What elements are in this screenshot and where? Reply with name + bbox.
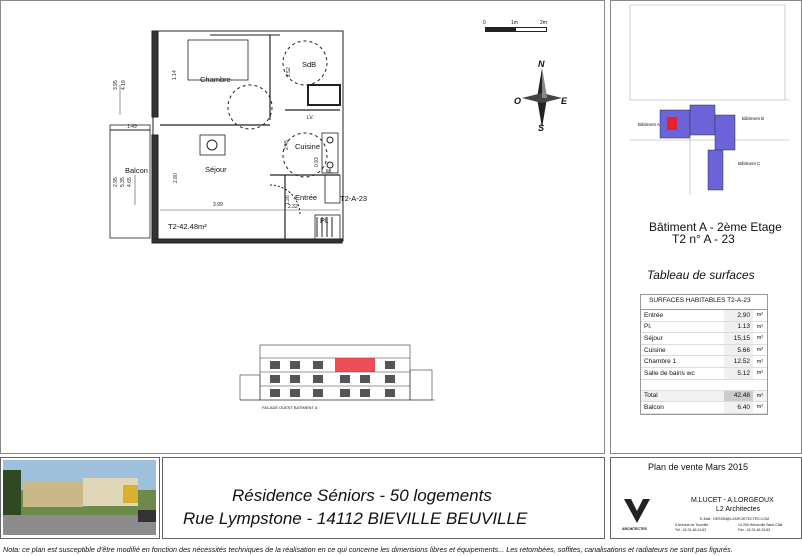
room-entree: Entrée [295,193,318,202]
architects-email: E-Mail : DESSIN@L2ARCHITECTES.COM [700,517,769,521]
room-balcon: Balcon [125,166,148,175]
apartment-code: T2-A-23 [340,194,368,203]
table-title: Tableau de surfaces [647,268,755,282]
address-1a: 5 Avenue de Tourville [675,523,709,527]
dim-label: 2.52 [286,67,292,77]
dim-label: 2.80 [173,173,179,183]
surface-row [641,356,767,368]
sale-label: Plan de vente Mars 2015 [648,462,749,472]
surface-unit: m² [756,312,764,319]
surface-label: Salle de bains wc [644,369,695,377]
building-photo [3,460,156,535]
compass-n: N [538,59,545,69]
dim-label: 1.26 [285,195,291,205]
dim-label: 3.99 [213,202,223,208]
room-cuisine: Cuisine [295,142,321,151]
label-ml: ML. [326,169,335,175]
surface-value: 1.13 [724,322,753,333]
surface-label: Séjour [644,334,663,342]
surface-value: 2.90 [724,310,753,321]
room-chambre: Chambre [200,75,231,84]
site-plan [630,0,790,195]
room-pl: Pl. [320,216,329,225]
site-label-a: Bâtiment A [638,122,660,127]
surface-row [641,322,767,334]
scale-1: 1m [511,20,518,26]
surface-unit: m² [756,347,764,354]
label-lv: LV. [307,115,314,121]
room-sdb: SdB [302,60,317,69]
title-line-2: Rue Lympstone - 14112 BIEVILLE BEUVILLE [183,509,528,528]
address-2a: 14 200 Hérouville Saint-Clair [738,523,783,527]
surface-row [641,310,767,322]
surface-row [641,333,767,345]
compass-o: O [514,96,522,106]
surface-label: Cuisine [644,346,666,354]
dim-label: 2.45 [284,140,290,150]
surface-balcony-row: Balcon 6.40 m² [641,402,767,414]
surface-unit: m² [756,370,764,377]
title-line-1: Résidence Séniors - 50 logements [232,486,492,505]
building-floor: Bâtiment A - 2ème Etage [649,220,782,234]
dim-label: 5.35 [120,177,126,187]
dim-label: 1.49 [127,124,137,130]
surface-unit: m² [756,335,764,342]
surface-value: 15.15 [724,333,753,344]
scale-bar [485,27,547,32]
address-2b: Fax : 02.31.46.24.63 [738,528,771,532]
facade-elevation [235,330,440,410]
unit-number: T2 n° A - 23 [672,232,735,246]
dim-label: 1.14 [172,70,178,80]
dim-label: 2.95 [113,177,119,187]
dim-label: 2.32 [288,204,298,210]
surface-label: Chambre 1 [644,358,677,366]
architect-logo-icon [622,497,652,529]
dim-label: 0.93 [314,157,320,167]
scale-0: 0 [483,20,486,26]
dim-label: 4.19 [121,80,127,90]
surface-label: Entrée [644,311,664,319]
surface-label: T2-42.48m² [168,222,207,231]
dim-label: 4.65 [127,177,133,187]
surface-value: 5.66 [724,345,753,356]
room-sejour: Séjour [205,165,227,174]
surface-row [641,368,767,380]
surface-table [640,294,768,415]
compass-s: S [538,123,545,133]
surface-value: 12.52 [724,356,753,367]
site-label-b: Bâtiment B [742,116,765,121]
surface-unit: m² [756,323,764,330]
architects-firm: L2 Architectes [716,506,760,513]
scale-2: 2m [540,20,547,26]
surface-label: Pl. [644,323,652,331]
site-label-c: Bâtiment C [738,161,761,166]
surface-value: 5.12 [724,368,753,379]
surface-table-header: SURFACES HABITABLES T2-A-23 [641,295,767,310]
compass-e: E [561,96,568,106]
surface-total-row: Total 42.48 m² [641,391,767,403]
surface-unit: m² [756,358,764,365]
logo-text: ARCHITECTES [622,527,647,531]
footer-note: Nota: ce plan est susceptible d'être modifié en fonction des nécessités techniques de la réalisation en ce qui concerne les dimensions libres et équipements... Les retombées, soffites, canalisations et radiateurs ne sont pas figurés. [3,545,733,554]
architects-names: M.LUCET - A.LORGEOUX [691,497,774,504]
address-1b: Tél : 02.31.46.24.62 [675,528,707,532]
facade-caption: FACADE OUEST BATIMENT A [262,405,318,410]
dim-label: 3.95 [113,80,119,90]
surface-row [641,345,767,357]
floor-plan [100,25,368,250]
